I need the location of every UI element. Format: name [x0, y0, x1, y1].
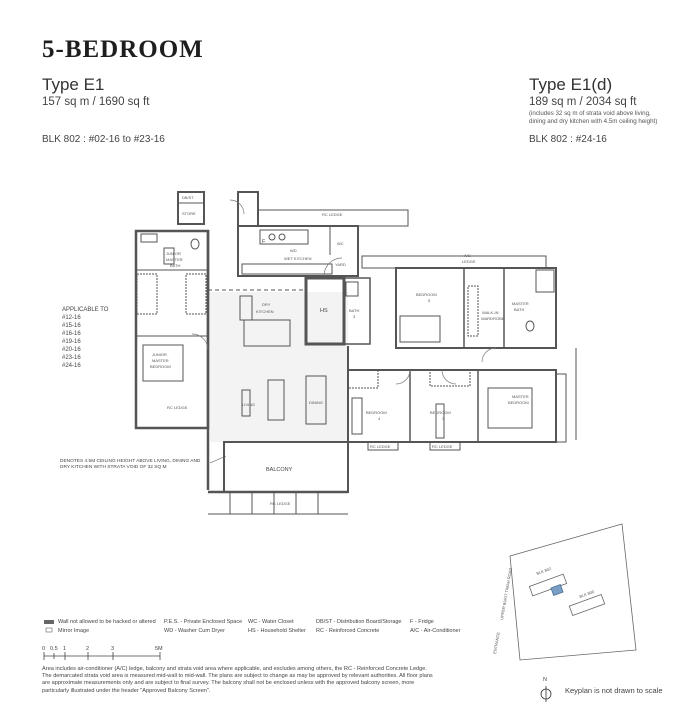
keyplan-block-800: [569, 594, 604, 615]
counter: [260, 230, 308, 244]
wet-kitchen-outline: [238, 226, 358, 276]
applicable-heading: APPLICABLE TO: [62, 307, 109, 313]
scale-tick: 0: [42, 646, 46, 652]
room-label: DRY: [262, 302, 271, 307]
legend-pes: P.E.S. - Private Enclosed Space: [164, 619, 243, 625]
room-label: HS: [320, 308, 328, 314]
bedroom-band-outline: [348, 370, 556, 442]
type-e1d-label: Type E1(d): [529, 75, 613, 94]
room-label: YARD: [335, 262, 346, 267]
basin: [141, 234, 157, 242]
applicable-unit: #23-16: [62, 355, 81, 361]
ac-ledge: [362, 256, 546, 268]
legend-wall: Wall not allowed to be hacked or altered: [58, 619, 156, 625]
room-label: 3: [442, 416, 445, 421]
room-label: BEDROOM: [150, 364, 171, 369]
wardrobe: [348, 370, 378, 388]
room-label: MASTER: [512, 394, 529, 399]
keyplan-entrance-label: ENTRANCE: [492, 631, 501, 655]
legend-wd: WD - Washer Cum Dryer: [164, 628, 225, 634]
applicable-unit: #24-16: [62, 363, 81, 369]
door-swing: [482, 348, 496, 362]
room-label: WC: [337, 241, 344, 246]
bed: [352, 398, 362, 434]
scale-tick: 1: [63, 646, 67, 652]
room-label: WD: [290, 248, 297, 253]
wardrobe: [430, 370, 470, 386]
room-label: BEDROOM: [508, 400, 529, 405]
mirror-legend-swatch: [46, 628, 52, 632]
room-label: STORE: [182, 211, 196, 216]
column: [238, 192, 258, 226]
stove: [269, 234, 275, 240]
scale-tick: 0.5: [50, 646, 58, 652]
room-label: WALK-IN: [482, 310, 499, 315]
room-label: BALCONY: [266, 467, 293, 473]
north-label: N: [543, 677, 547, 683]
applicable-unit: #16-16: [62, 331, 81, 337]
double-height-note: DENOTES 4.5M CEILING HEIGHT ABOVE LIVING, DINING AND DRY KITCHEN WITH STRATA VOID OF 32 SQ M: [60, 459, 201, 470]
room-label: JUNIOR: [152, 352, 167, 357]
type-e1d-note-1: (includes 32 sq m of strata void above living,: [529, 110, 651, 117]
keyplan-boundary: [510, 524, 636, 660]
scale-tick: 2: [86, 646, 90, 652]
scale-tick: 3: [111, 646, 115, 652]
legend-mirror: Mirror Image: [58, 628, 90, 634]
room-label: BEDROOM: [366, 410, 387, 415]
room-label: KITCHEN: [256, 309, 274, 314]
room-label: DB/ST: [182, 195, 194, 200]
disclaimer-line: The demarcated strata void area is measured mid-wall to mid-wall. The plans are subject to change as may be approved by relevant authorities. All floor plans: [42, 673, 433, 680]
room-label: WARDROBE: [481, 316, 505, 321]
room-label: MASTER: [152, 358, 169, 363]
keyplan-label: BLK 800: [578, 588, 595, 599]
type-e1d-note-2: dining and dry kitchen with 4.5m ceiling height): [529, 118, 658, 125]
door-swing: [396, 370, 410, 384]
wall-legend-swatch: [44, 620, 54, 624]
legend-ac: A/C - Air-Conditioner: [410, 628, 461, 634]
disclaimer-line: are approximate measurements only and are subject to final survey. The balcony shall not be enclosed unless with the approved balcony screen, more: [42, 680, 415, 687]
type-e1d-area: 189 sq m / 2034 sq ft: [529, 96, 637, 108]
shower: [536, 270, 554, 292]
door-swing: [442, 370, 456, 384]
room-label: JUNIOR: [166, 251, 181, 256]
room-label: 4: [378, 416, 381, 421]
room-label: F: [262, 239, 266, 245]
type-e1-label: Type E1: [42, 75, 105, 94]
keyplan: [510, 524, 636, 660]
legend-dbst: DB/ST - Distribution Board/Storage: [316, 619, 402, 625]
room-label: BEDROOM: [416, 292, 437, 297]
type-e1-blk: BLK 802 : #02-16 to #23-16: [42, 134, 165, 145]
room-label: A/C: [464, 253, 471, 258]
room-label: 3: [353, 314, 356, 319]
stove: [279, 234, 285, 240]
keyplan-label: BLK 802: [535, 565, 552, 576]
keyplan-note: Keyplan is not drawn to scale: [565, 686, 663, 695]
bed: [400, 316, 440, 342]
room-label: WET KITCHEN: [284, 256, 312, 261]
room-label: RC LEDGE: [270, 501, 291, 506]
wardrobe: [137, 274, 157, 314]
toilet: [526, 321, 534, 331]
room-label: RC LEDGE: [370, 444, 391, 449]
door-swing: [324, 258, 342, 276]
wardrobe: [468, 286, 478, 336]
room-label: BATH: [170, 263, 181, 268]
room-label: DINING: [309, 400, 323, 405]
type-e1d-blk: BLK 802 : #24-16: [529, 134, 607, 145]
keyplan-road-label: UPPER BUKIT TIMAH ROAD: [499, 567, 514, 621]
room-label: RC LEDGE: [432, 444, 453, 449]
wardrobe: [186, 274, 206, 314]
room-label: MASTER: [512, 301, 529, 306]
legend-f: F - Fridge: [410, 619, 434, 625]
room-label: BATH: [349, 308, 360, 313]
room-label: BEDROOM: [430, 410, 451, 415]
legend-rc: RC - Reinforced Concrete: [316, 628, 380, 634]
room-label: RC LEDGE: [167, 405, 188, 410]
room-label: LIVING: [242, 402, 256, 407]
counter: [242, 264, 332, 274]
rc-ledge-right: [556, 374, 566, 442]
room-label: 5: [428, 298, 431, 303]
disclaimer-line: particularly illustrated under the header "Approved Balcony Screen".: [42, 687, 211, 694]
scale-bar: [44, 652, 160, 660]
room-label: MASTER: [166, 257, 183, 262]
applicable-unit: #20-16: [62, 347, 81, 353]
applicable-unit: #19-16: [62, 339, 81, 345]
room-label: BATH: [514, 307, 525, 312]
toilet: [191, 239, 199, 249]
legend-wc: WC - Water Closet: [248, 619, 294, 625]
room-label: LEDGE: [462, 259, 476, 264]
bed: [143, 345, 183, 381]
scale-tick: 5M: [155, 646, 163, 652]
legend-hs: HS - Household Shelter: [248, 628, 306, 634]
keyplan-unit-highlight: [551, 585, 563, 596]
page-title: 5-BEDROOM: [42, 36, 204, 63]
disclaimer-line: Area includes air-conditioner (A/C) ledge, balcony and strata void area where applicable, and excludes among others, the RC - Reinforced Concrete Ledge.: [42, 666, 427, 672]
type-e1-area: 157 sq m / 1690 sq ft: [42, 96, 150, 108]
room-label: RC LEDGE: [322, 212, 343, 217]
applicable-unit: #12-16: [62, 315, 81, 321]
applicable-unit: #15-16: [62, 323, 81, 329]
